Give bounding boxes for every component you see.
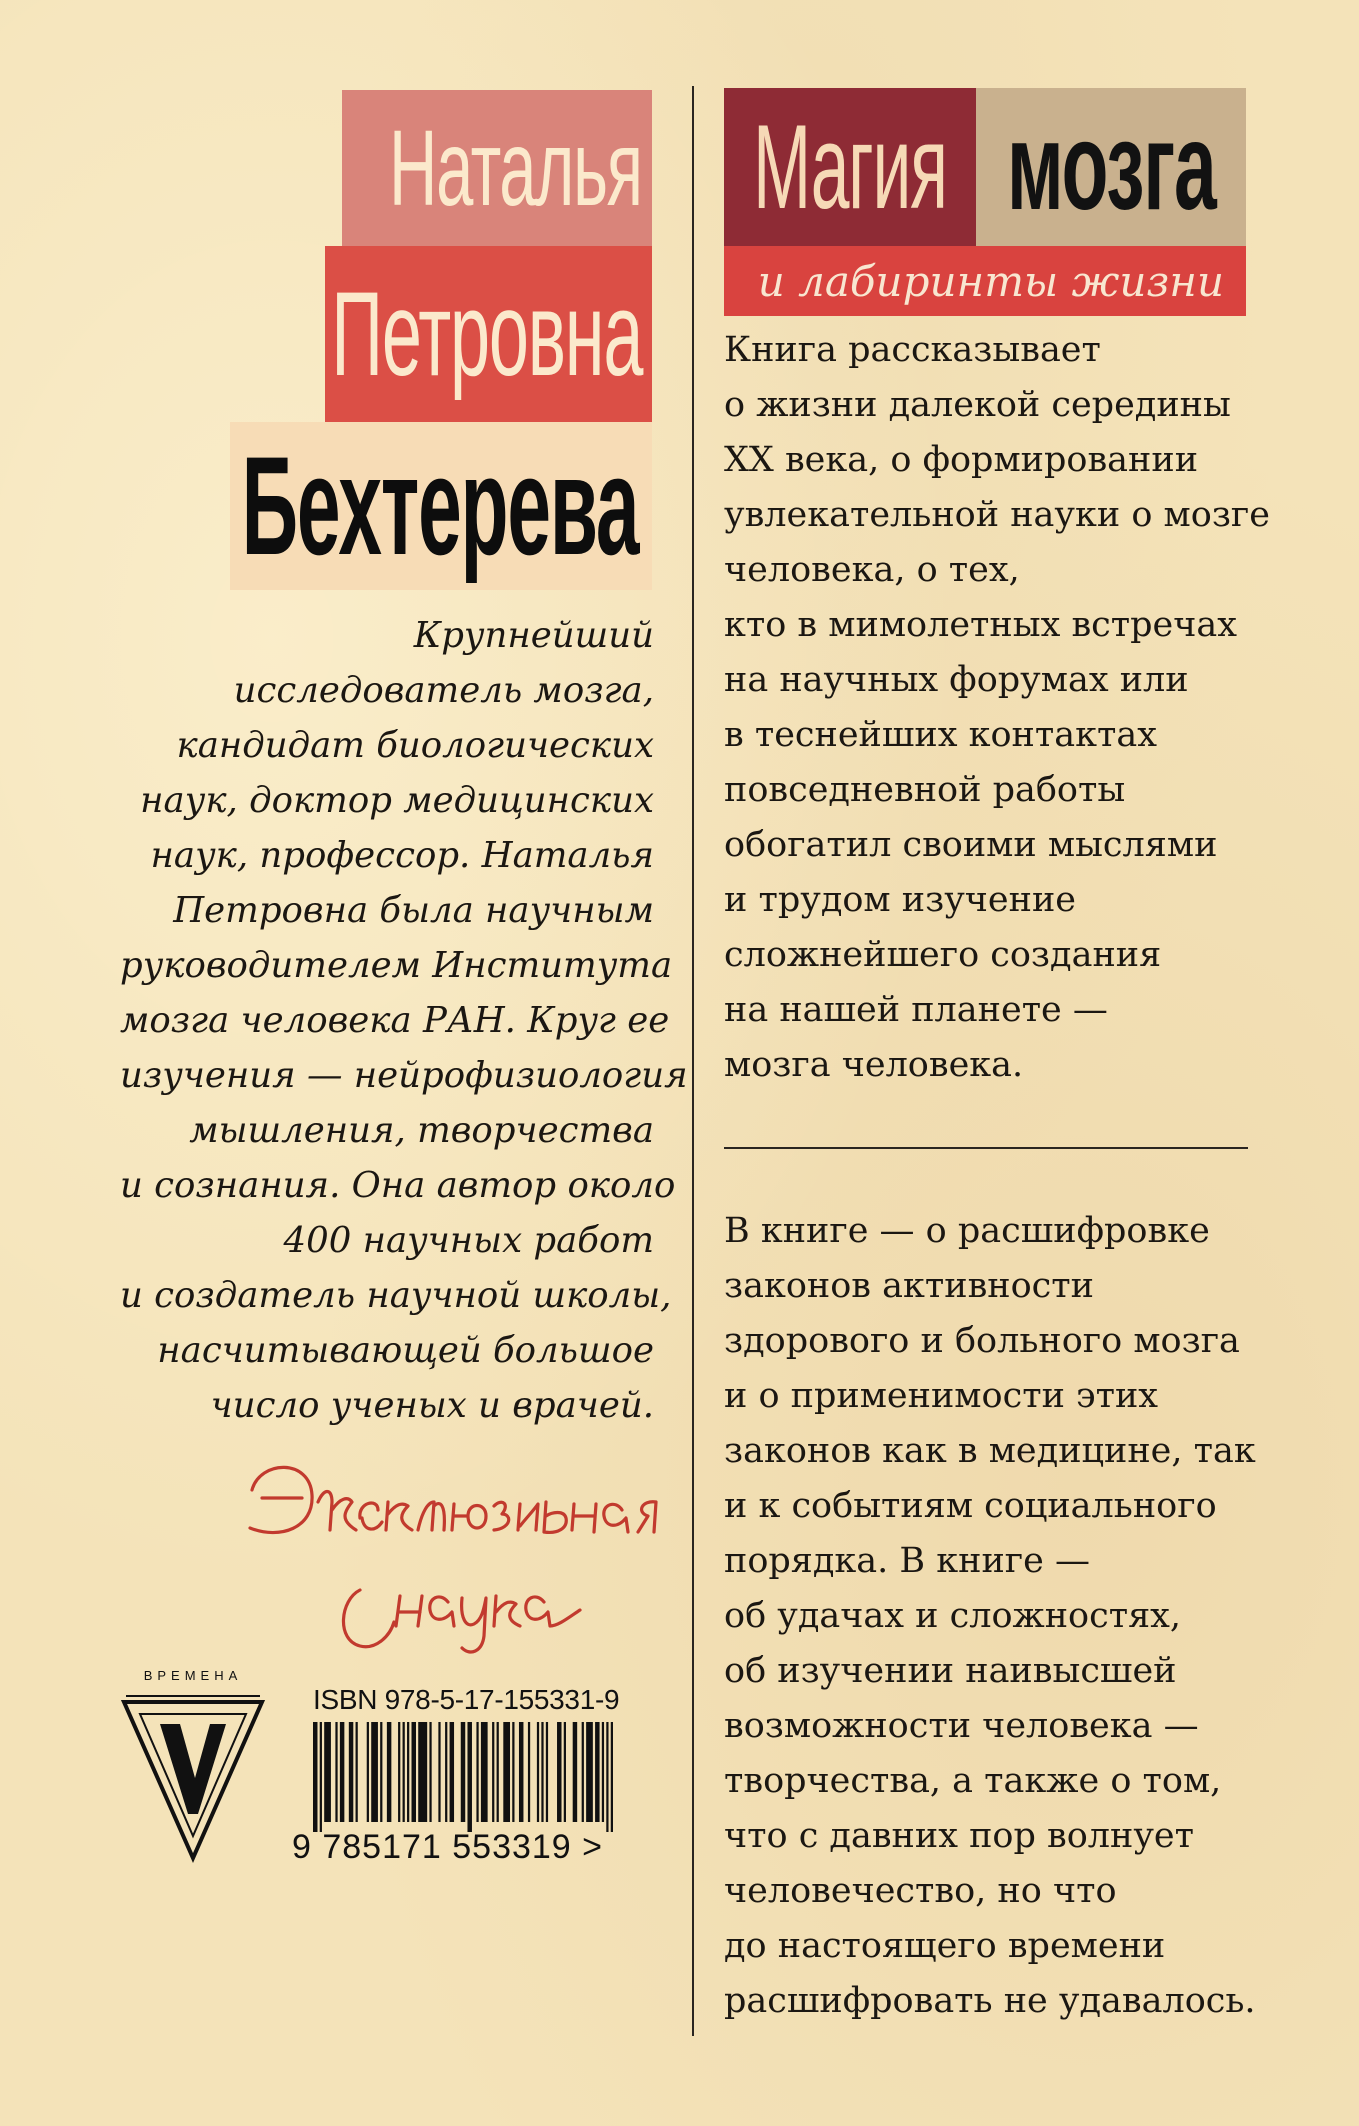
author-first-name: Наталья bbox=[389, 107, 642, 228]
description-line: человека, о тех, bbox=[724, 550, 1020, 590]
author-patronymic-block bbox=[325, 246, 652, 422]
bio-line: изучения — нейрофизиология bbox=[120, 1055, 688, 1096]
description-line: об удачах и сложностях, bbox=[724, 1596, 1182, 1636]
description-line: сложнейшего создания bbox=[724, 935, 1162, 975]
publisher-name: ВРЕМЕНА bbox=[143, 1668, 243, 1683]
barcode-digits: 9 785171 553319 > bbox=[292, 1828, 604, 1866]
description-line: мозга человека. bbox=[724, 1045, 1024, 1085]
description-paragraph-1 bbox=[724, 323, 1270, 1093]
bio-line: исследователь мозга, bbox=[233, 670, 654, 711]
series-signature-icon bbox=[240, 1440, 680, 1660]
publisher-logo-icon bbox=[118, 1686, 268, 1866]
title-word1-block bbox=[724, 88, 976, 246]
description-line: творчества, а также о том, bbox=[724, 1761, 1222, 1801]
description-line: на научных форумах или bbox=[724, 660, 1189, 700]
description-line: об изучении наивысшей bbox=[724, 1651, 1177, 1691]
description-line: расшифровать не удавалось. bbox=[724, 1981, 1256, 2021]
bio-line: Крупнейший bbox=[413, 615, 654, 656]
description-line: законов как в медицине, так bbox=[724, 1431, 1256, 1471]
bio-line: руководителем Института bbox=[120, 945, 673, 986]
author-bio bbox=[120, 608, 688, 1433]
bio-line: насчитывающей большое bbox=[157, 1330, 654, 1371]
description-line: XX века, о формировании bbox=[724, 440, 1199, 480]
description-line: кто в мимолетных встречах bbox=[724, 605, 1238, 645]
vertical-divider bbox=[692, 86, 694, 2036]
description-line: увлекательной науки о мозге bbox=[724, 495, 1270, 535]
description-line: законов активности bbox=[724, 1266, 1094, 1306]
barcode-icon bbox=[313, 1722, 613, 1832]
bio-line: 400 научных работ bbox=[283, 1220, 654, 1261]
title-word1: Магия bbox=[753, 100, 947, 234]
description-line: до настоящего времени bbox=[724, 1926, 1166, 1966]
isbn-label: ISBN 978-5-17-155331-9 bbox=[313, 1684, 620, 1715]
description-line: возможности человека — bbox=[724, 1706, 1199, 1746]
bio-line: мозга человека РАН. Круг ее bbox=[120, 1000, 670, 1041]
description-line: и о применимости этих bbox=[724, 1376, 1159, 1416]
description-line: порядка. В книге — bbox=[724, 1541, 1090, 1581]
subtitle-block bbox=[724, 246, 1246, 316]
description-line: Книга рассказывает bbox=[724, 330, 1101, 370]
bio-line: Петровна была научным bbox=[173, 890, 654, 931]
title-word2-block bbox=[976, 88, 1246, 246]
description-line: человечество, но что bbox=[724, 1871, 1117, 1911]
bio-line: и сознания. Она автор около bbox=[120, 1165, 676, 1206]
author-last-name-block bbox=[230, 422, 652, 590]
description-line: и трудом изучение bbox=[724, 880, 1077, 920]
author-first-name-block bbox=[342, 90, 652, 246]
description-line: и к событиям социального bbox=[724, 1486, 1217, 1526]
bio-line: наук, доктор медицинских bbox=[140, 780, 654, 821]
bio-line: и создатель научной школы, bbox=[120, 1275, 672, 1316]
bio-line: мышления, творчества bbox=[189, 1110, 654, 1151]
description-line: повседневной работы bbox=[724, 770, 1126, 810]
author-last-name: Бехтерева bbox=[241, 427, 638, 584]
bio-line: кандидат биологических bbox=[176, 725, 654, 766]
bio-line: число ученых и врачей. bbox=[210, 1385, 654, 1426]
description-line: в теснейших контактах bbox=[724, 715, 1157, 755]
description-line: о жизни далекой середины bbox=[724, 385, 1231, 425]
description-paragraph-2 bbox=[724, 1204, 1264, 2029]
description-line: обогатил своими мыслями bbox=[724, 825, 1218, 865]
bio-line: наук, профессор. Наталья bbox=[150, 835, 654, 876]
horizontal-divider bbox=[724, 1147, 1248, 1149]
author-patronymic: Петровна bbox=[331, 267, 642, 401]
description-line: В книге — о расшифровке bbox=[724, 1211, 1210, 1251]
publisher-logo bbox=[118, 1668, 268, 1868]
title-word2: мозга bbox=[1006, 98, 1216, 236]
subtitle: и лабиринты жизни bbox=[757, 256, 1224, 306]
description-line: что с давних пор волнует bbox=[724, 1816, 1195, 1856]
description-line: на нашей планете — bbox=[724, 990, 1108, 1030]
description-line: здорового и больного мозга bbox=[724, 1321, 1240, 1361]
